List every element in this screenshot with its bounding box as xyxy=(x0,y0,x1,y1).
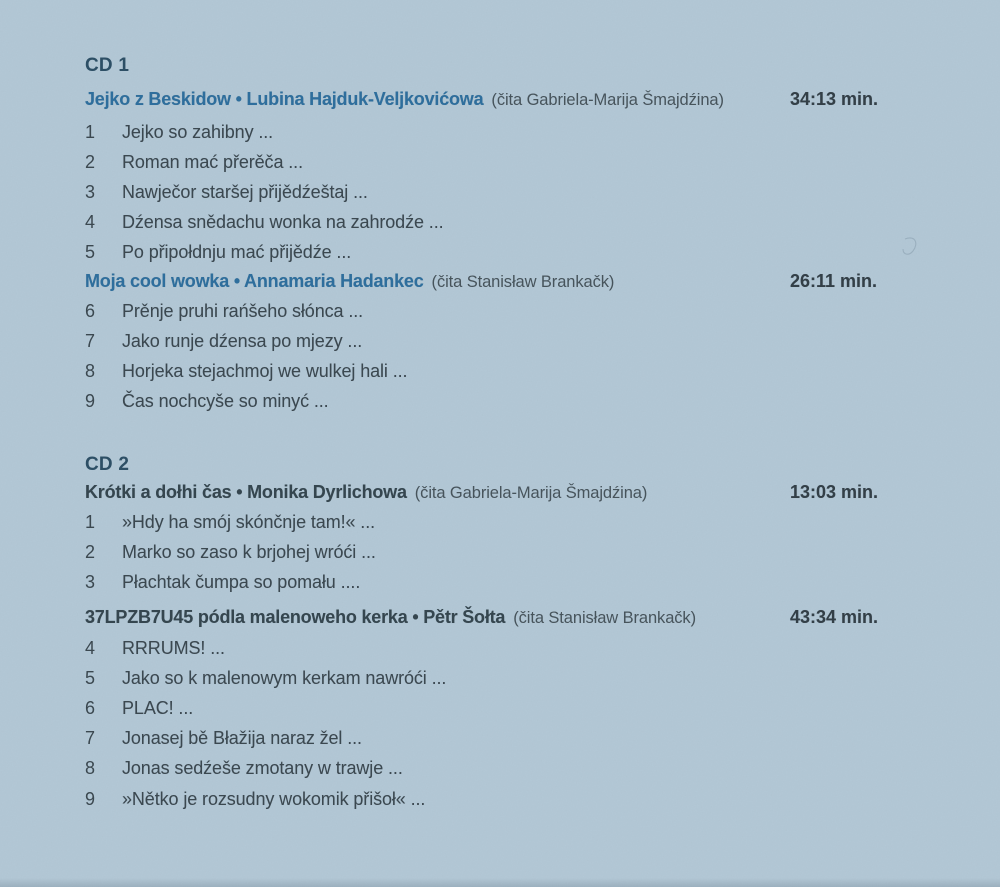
track-title: Čas nochcyše so minyć ... xyxy=(122,391,329,411)
track-title: Marko so zaso k brjohej wróći ... xyxy=(122,542,376,562)
track-title: Horjeka stejachmoj we wulkej hali ... xyxy=(122,361,408,381)
track-row xyxy=(85,507,988,537)
track-title: PLAC! ... xyxy=(122,698,194,718)
track-row xyxy=(85,537,988,567)
track-number: 3 xyxy=(85,182,96,202)
disc-label-cd2: CD 2 xyxy=(85,454,130,475)
work-title: Moja cool wowka • Annamaria Hadankec xyxy=(85,271,424,291)
track-title: »Nětko je rozsudny wokomik přišoł« ... xyxy=(122,789,426,809)
work-duration: 26:11 min. xyxy=(790,271,878,291)
track-row xyxy=(85,177,988,207)
track-title: Jejko so zahibny ... xyxy=(122,122,274,142)
track-number: 6 xyxy=(85,698,96,718)
track-row xyxy=(85,784,988,814)
track-title: Jako runje dźensa po mjezy ... xyxy=(122,331,363,351)
scanner-edge-shadow xyxy=(0,878,1000,887)
track-title: Jako so k malenowym kerkam nawróći ... xyxy=(122,668,447,688)
track-row xyxy=(85,723,988,753)
work-title: Krótki a dołhi čas • Monika Dyrlichowa xyxy=(85,482,407,502)
track-row xyxy=(85,237,988,267)
work-header xyxy=(85,266,988,296)
track-number: 4 xyxy=(85,212,96,232)
work-duration: 13:03 min. xyxy=(790,482,879,502)
track-number: 3 xyxy=(85,572,96,592)
track-title: RRRUMS! ... xyxy=(122,638,225,658)
track-number: 2 xyxy=(85,152,96,172)
track-row xyxy=(85,296,988,326)
work-duration: 43:34 min. xyxy=(790,607,879,627)
track-number: 2 xyxy=(85,542,96,562)
track-title: Roman mać přerěča ... xyxy=(122,152,303,172)
track-title: Nawječor staršej přijědźeštaj ... xyxy=(122,182,368,202)
work-header xyxy=(85,602,988,632)
track-row xyxy=(85,663,988,693)
track-number: 6 xyxy=(85,301,96,321)
work-title: 37LPZB7U45 pódla malenoweho kerka • Pětr Šołta xyxy=(85,607,506,627)
track-row xyxy=(85,326,988,356)
track-row xyxy=(85,753,988,783)
track-number: 5 xyxy=(85,668,96,688)
work-reader: (čita Gabriela-Marija Šmajdźina) xyxy=(414,484,648,502)
track-title: Jonas sedźeše zmotany w trawje ... xyxy=(122,758,403,778)
track-title: Prěnje pruhi rańšeho słónca ... xyxy=(122,301,364,321)
track-number: 1 xyxy=(85,122,96,142)
work-header xyxy=(85,84,988,114)
track-number: 7 xyxy=(85,728,96,748)
track-row xyxy=(85,117,988,147)
track-number: 9 xyxy=(85,789,96,809)
work-duration: 34:13 min. xyxy=(790,89,879,109)
track-number: 5 xyxy=(85,242,96,262)
track-row xyxy=(85,147,988,177)
track-number: 9 xyxy=(85,391,96,411)
track-title: Płachtak čumpa so pomału .... xyxy=(122,572,361,592)
work-reader: (čita Stanisław Brankačk) xyxy=(431,273,615,291)
track-number: 8 xyxy=(85,361,96,381)
track-number: 1 xyxy=(85,512,96,532)
work-header xyxy=(85,477,988,507)
track-number: 7 xyxy=(85,331,96,351)
track-title: »Hdy ha smój skónčnje tam!« ... xyxy=(122,512,376,532)
track-number: 8 xyxy=(85,758,96,778)
track-title: Jonasej bě Błažija naraz žel ... xyxy=(122,728,362,748)
disc-label-cd1: CD 1 xyxy=(85,55,130,76)
track-title: Dźensa snědachu wonka na zahrodźe ... xyxy=(122,212,444,232)
track-row xyxy=(85,567,988,597)
track-row xyxy=(85,207,988,237)
work-title: Jejko z Beskidow • Lubina Hajduk-Veljkovićowa xyxy=(85,89,484,109)
track-title: Po připołdnju mać přijědźe ... xyxy=(122,242,352,262)
track-row xyxy=(85,693,988,723)
track-row xyxy=(85,633,988,663)
track-number: 4 xyxy=(85,638,96,658)
track-row xyxy=(85,356,988,386)
work-reader: (čita Gabriela-Marija Šmajdźina) xyxy=(491,91,724,109)
work-reader: (čita Stanisław Brankačk) xyxy=(513,609,696,627)
track-row xyxy=(85,386,988,416)
